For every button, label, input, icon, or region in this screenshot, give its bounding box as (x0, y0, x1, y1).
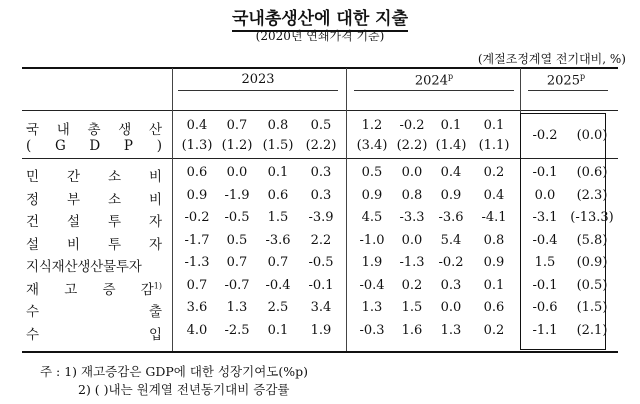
footnote-mark: 1) (153, 281, 162, 290)
table-cell-value: 5.4 (440, 232, 462, 248)
table-cell-yoy: (0.9) (576, 255, 608, 270)
table-cell-value: 0.0 (440, 300, 462, 315)
row-label-char: 증 (102, 281, 116, 298)
table-cell-value: 0.7 (267, 255, 289, 270)
row-label-char: 소 (107, 169, 122, 185)
gdp-yoy-value: (0.0) (576, 128, 608, 143)
table-cell-yoy: (0.6) (576, 165, 608, 180)
table-cell-value: 0.7 (226, 255, 248, 270)
table-cell-value: -0.5 (308, 255, 334, 270)
row-label-char: 투 (107, 236, 122, 253)
row-label-char: 내 (56, 122, 70, 138)
table-cell-value: -0.3 (359, 322, 385, 338)
table-cell-yoy: (-13.3) (570, 210, 614, 225)
table-cell-value: 0.9 (483, 255, 505, 270)
row-label-gdp-abbrev (26, 138, 162, 154)
row-label-char: ) (156, 138, 162, 154)
year-2024-underline (354, 90, 514, 91)
label-column-separator (172, 68, 173, 351)
table-cell-yoy: (2.1) (576, 322, 608, 338)
row-label-char: 소 (107, 191, 122, 208)
year-label: 2024 (414, 73, 448, 89)
table-cell-value: 0.0 (401, 165, 423, 180)
table-cell-value: -0.4 (532, 232, 558, 248)
table-cell-value: 0.9 (186, 187, 208, 203)
row-label (26, 300, 162, 320)
table-cell-value: 3.4 (310, 300, 332, 315)
table-cell-value: -1.1 (532, 322, 558, 338)
table-cell-value: -0.4 (359, 277, 385, 293)
table-cell-value: 1.9 (361, 255, 383, 270)
table-cell-value: 1.5 (401, 300, 423, 315)
table-cell-value: 0.9 (361, 187, 383, 203)
row-label-char: 총 (87, 122, 101, 138)
table-cell-value: -0.7 (224, 277, 250, 293)
gdp-value: -0.2 (399, 118, 425, 133)
table-cell-yoy: (1.5) (576, 300, 608, 315)
row-label (26, 188, 162, 208)
row-label-char: 정 (26, 191, 40, 208)
table-cell-value: 4.0 (186, 322, 208, 338)
row-label-char: 산 (148, 122, 162, 138)
table-cell-value: -0.2 (184, 210, 210, 225)
table-cell-value: -1.3 (399, 255, 425, 270)
table-subtitle: (2020년 연쇄가격 기준) (255, 29, 385, 43)
row-label-char: 자 (148, 214, 162, 230)
table-cell-value: 4.5 (361, 210, 383, 225)
table-cell-value: -0.2 (438, 255, 464, 270)
year-2025-underline (528, 90, 608, 91)
table-cell-value: 0.6 (267, 187, 289, 203)
header-bottom-rule (22, 110, 618, 111)
table-cell-value: -1.0 (359, 232, 385, 248)
table-cell-yoy: (2.3) (576, 187, 608, 203)
table-cell-value: 0.5 (361, 165, 383, 180)
unit-note: (계절조정계열 전기대비, %) (477, 52, 626, 66)
row-label-gdp (26, 118, 162, 138)
footnote-1: 주 : 1) 재고증감은 GDP에 대한 성장기여도(%p) (40, 364, 308, 379)
table-cell-value: 0.3 (310, 187, 332, 203)
table-cell-value: -0.1 (532, 165, 558, 180)
row-label (26, 255, 162, 275)
table-cell-value: 0.4 (440, 165, 462, 180)
row-label-char: 설 (66, 214, 81, 230)
row-label-char: G (54, 138, 66, 154)
year-separator-2025 (520, 68, 521, 113)
table-cell-value: 0.0 (534, 187, 556, 203)
gdp-yoy-value: (2.2) (305, 138, 337, 153)
table-bottom-rule (22, 351, 618, 353)
table-cell-value: -0.5 (224, 210, 250, 225)
table-cell-value: 0.8 (483, 232, 505, 248)
table-cell-value: 1.3 (440, 322, 462, 338)
gdp-yoy-value: (2.2) (396, 138, 428, 153)
table-cell-value: -0.1 (532, 277, 558, 293)
row-label-char: 고 (64, 281, 78, 298)
table-cell-value: -0.6 (532, 300, 558, 315)
table-cell-value: 1.3 (361, 300, 383, 315)
table-cell-value: 0.2 (483, 165, 505, 180)
table-cell-value: -1.7 (184, 232, 210, 248)
table-cell-value: -3.6 (438, 210, 464, 225)
table-cell-value: 0.4 (483, 187, 505, 203)
year-header-2025 (526, 72, 606, 88)
table-cell-value: 1.6 (401, 322, 423, 338)
table-cell-value: 1.5 (267, 210, 289, 225)
table-cell-value: -0.1 (308, 277, 334, 293)
gdp-value: 1.2 (361, 118, 383, 133)
table-cell-value: 1.3 (226, 300, 248, 315)
table-top-rule (22, 67, 618, 69)
gdp-yoy-value: (1.5) (262, 138, 294, 153)
table-cell-value: -4.1 (481, 210, 507, 225)
table-cell-value: -3.9 (308, 210, 334, 225)
table-cell-value: 0.3 (310, 165, 332, 180)
row-label-char: 간 (66, 169, 81, 185)
table-cell-value: -2.5 (224, 322, 250, 338)
row-label-char: ( (26, 138, 32, 154)
row-label-char: 국 (26, 122, 40, 138)
table-cell-value: 0.1 (267, 165, 289, 180)
year-label: 2023 (241, 72, 275, 87)
row-label (26, 278, 162, 298)
preliminary-mark: p (447, 72, 454, 81)
table-cell-value: 0.6 (483, 300, 505, 315)
row-label-char: 민 (26, 169, 40, 185)
footnote-2: 2) ( )내는 원계열 전년동기대비 증감률 (78, 382, 290, 397)
row-label-char: 감$^{1)}$ (140, 281, 162, 298)
row-label-char: 부 (66, 191, 81, 208)
row-label-char: 생 (118, 122, 132, 138)
table-cell-value: 0.7 (186, 277, 208, 293)
table-cell-value: 0.0 (226, 165, 248, 180)
gdp-value: -0.2 (532, 128, 558, 143)
gdp-value: 0.7 (226, 118, 248, 133)
table-cell-value: -3.3 (399, 210, 425, 225)
row-label-char: 비 (148, 191, 162, 208)
gdp-value: 0.4 (186, 118, 208, 133)
row-label-char: 입 (148, 326, 162, 343)
table-title: 국내총생산에 대한 지출 (0, 4, 640, 29)
row-label (26, 323, 162, 343)
table-cell-value: 1.5 (534, 255, 556, 270)
table-cell-value: 2.2 (310, 232, 332, 248)
row-label-char: 투 (107, 214, 122, 230)
row-label-char: D (89, 138, 101, 154)
year-separator-2024 (346, 68, 347, 351)
row-label (26, 210, 162, 230)
table-cell-value: 0.1 (483, 277, 505, 293)
gdp-value: 0.1 (483, 118, 505, 133)
row-label-char: 수 (26, 304, 40, 320)
gdp-yoy-value: (3.4) (356, 138, 388, 153)
gdp-yoy-value: (1.2) (221, 138, 253, 153)
table-cell-value: 0.9 (440, 187, 462, 203)
gdp-yoy-value: (1.3) (181, 138, 213, 153)
table-cell-value: 0.1 (267, 322, 289, 338)
row-label-char: 출 (148, 304, 162, 320)
row-label-char: 수 (26, 326, 40, 343)
row-label (26, 233, 162, 253)
gdp-yoy-value: (1.1) (478, 138, 510, 153)
table-cell-value: 0.0 (401, 232, 423, 248)
row-label-char: 비 (148, 169, 162, 185)
table-cell-value: -1.9 (224, 187, 250, 203)
gdp-value: 0.5 (310, 118, 332, 133)
row-label-char: P (123, 138, 134, 154)
row-label-char: 설 (26, 236, 40, 253)
table-cell-value: 0.6 (186, 165, 208, 180)
table-cell-value: 0.3 (440, 277, 462, 293)
table-cell-yoy: (0.5) (576, 277, 608, 293)
table-cell-value: 0.5 (226, 232, 248, 248)
gdp-value: 0.1 (440, 118, 462, 133)
table-cell-value: -3.1 (532, 210, 558, 225)
gdp-value: 0.8 (267, 118, 289, 133)
row-label-char: 재 (26, 281, 40, 298)
row-label-char: 비 (66, 236, 81, 253)
table-cell-yoy: (5.8) (576, 232, 608, 248)
table-cell-value: 2.5 (267, 300, 289, 315)
table-cell-value: -3.6 (265, 232, 291, 248)
table-cell-value: 3.6 (186, 300, 208, 315)
row-label-char: 자 (148, 236, 162, 253)
table-cell-value: -0.4 (265, 277, 291, 293)
table-cell-value: 0.2 (483, 322, 505, 338)
table-cell-value: 0.8 (401, 187, 423, 203)
year-2023-underline (178, 90, 338, 91)
year-header-2023 (218, 72, 298, 87)
year-label: 2025 (546, 73, 580, 89)
row-label-char: 지식재산생산물투자 (26, 259, 142, 275)
gdp-yoy-value: (1.4) (435, 138, 467, 153)
row-label-char: 건 (26, 214, 40, 230)
table-cell-value: -1.3 (184, 255, 210, 270)
row-label (26, 165, 162, 185)
table-cell-value: 0.2 (401, 277, 423, 293)
table-cell-value: 1.9 (310, 322, 332, 338)
year-header-2024 (394, 72, 474, 88)
preliminary-mark: p (579, 72, 586, 81)
